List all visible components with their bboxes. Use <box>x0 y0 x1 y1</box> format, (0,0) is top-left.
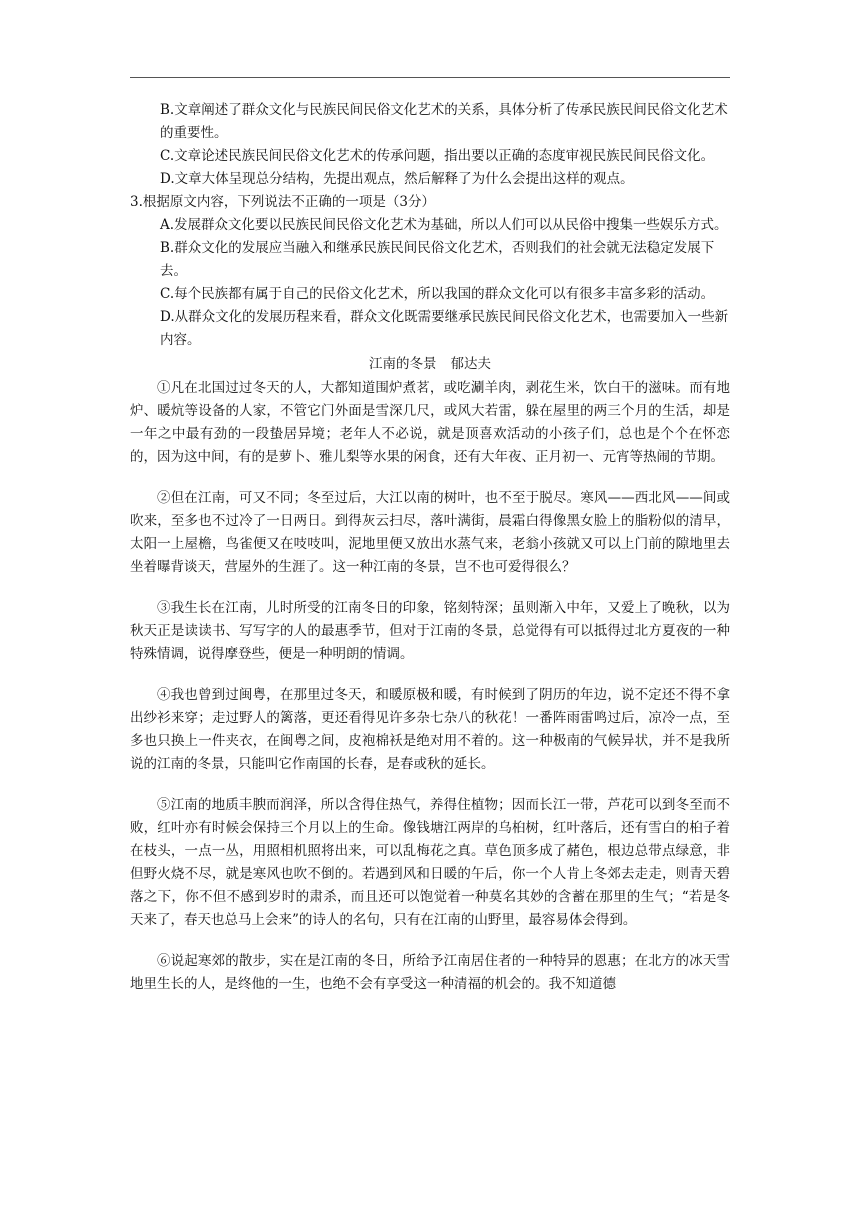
question-2-option-c: C.文章论述民族民间民俗文化艺术的传承问题，指出要以正确的态度审视民族民间民俗文化。 <box>160 148 715 164</box>
article-paragraph-5: ⑤江南的地质丰腴而润泽，所以含得住热气，养得住植物；因而长江一带，芦花可以到冬至而不败，红叶亦有时候会保持三个月以上的生命。像钱塘江两岸的乌桕树，红叶落后，还有雪白的桕子着在枝头，一点一丛，用照相机照将出来，可以乱梅花之真。草色顶多成了赭色，根边总带点绿意，非但野火烧不尽，就是寒风也吹不倒的。若遇到风和日暖的午后，你一个人肯上冬郊去走走，则青天碧落之下，你不但不感到岁时的肃杀，而且还可以饱觉着一种莫名其妙的含蓄在那里的生气；“若是冬天来了，春天也总马上会来”的诗人的名句，只有在江南的山野里，最容易体会得到。 <box>130 797 730 928</box>
article-paragraph-4: ④我也曾到过闽粤，在那里过冬天，和暖原极和暖，有时候到了阴历的年边，说不定还不得不拿出纱衫来穿；走过野人的篱落，更还看得见许多杂七杂八的秋花！一番阵雨雷鸣过后，凉冷一点，至多也只换上一件夹衣，在闽粤之间，皮袍棉袄是绝对用不着的。这一种极南的气候异状，并不是我所说的江南的冬景，只能叫它作南国的长春，是春或秋的延长。 <box>130 687 730 772</box>
question-2-option-d: D.文章大体呈现总分结构，先提出观点，然后解释了为什么会提出这样的观点。 <box>160 171 634 187</box>
article-heading <box>130 353 730 376</box>
article-paragraph-2: ②但在江南，可又不同；冬至过后，大江以南的树叶，也不至于脱尽。寒风——西北风——间或吹来，至多也不过冷了一日两日。到得灰云扫尽，落叶满街，晨霜白得像黑女脸上的脂粉似的清早，太阳一上屋檐，鸟雀便又在吱吱叫，泥地里便又放出水蒸气来，老翁小孩就又可以上门前的隙地里去坐着曝背谈天，营屋外的生涯了。这一种江南的冬景，岂不也可爱得很么？ <box>130 490 730 575</box>
question-3-stem: 3.根据原文内容，下列说法不正确的一项是（3分） <box>130 194 435 210</box>
article-title: 江南的冬景 <box>369 356 437 372</box>
article-paragraph-1: ①凡在北国过过冬天的人，大都知道围炉煮茗，或吃涮羊肉，剥花生米，饮白干的滋味。而有地炉、暖炕等设备的人家，不管它门外面是雪深几尺，或风大若雷，躲在屋里的两三个月的生活，却是一年之中最有劲的一段蛰居异境；老年人不必说，就是顶喜欢活动的小孩子们，总也是个个在怀恋的，因为这中间，有的是萝卜、雅儿梨等水果的闲食，还有大年夜、正月初一、元宵等热闹的节期。 <box>130 380 730 465</box>
question-3-option-d: D.从群众文化的发展历程来看，群众文化既需要继承民族民间民俗文化艺术，也需要加入一些新内容。 <box>160 309 729 348</box>
article-paragraph-6: ⑥说起寒郊的散步，实在是江南的冬日，所给予江南居住者的一种特异的恩惠；在北方的冰天雪地里生长的人，是终他的一生，也绝不会有享受这一种清福的机会的。我不知道德 <box>130 953 730 992</box>
question-2-option-b: B.文章阐述了群众文化与民族民间民俗文化艺术的关系，具体分析了传承民族民间民俗文化艺术的重要性。 <box>160 102 728 141</box>
document-page <box>130 99 730 1014</box>
article-author: 郁达夫 <box>450 356 491 372</box>
question-3-option-a: A.发展群众文化要以民族民间民俗文化艺术为基础，所以人们可以从民俗中搜集一些娱乐方式。 <box>160 217 728 233</box>
header-rule <box>130 77 730 78</box>
article-paragraph-3: ③我生长在江南，儿时所受的江南冬日的印象，铭刻特深；虽则渐入中年，又爱上了晚秋，以为秋天正是读读书、写写字的人的最惠季节，但对于江南的冬景，总觉得有可以抵得过北方夏夜的一种特殊情调，说得摩登些，便是一种明朗的情调。 <box>130 600 730 662</box>
question-3-option-b: B.群众文化的发展应当融入和继承民族民间民俗文化艺术，否则我们的社会就无法稳定发展下去。 <box>160 240 715 279</box>
question-3-option-c: C.每个民族都有属于自己的民俗文化艺术，所以我国的群众文化可以有很多丰富多彩的活动。 <box>160 286 715 302</box>
